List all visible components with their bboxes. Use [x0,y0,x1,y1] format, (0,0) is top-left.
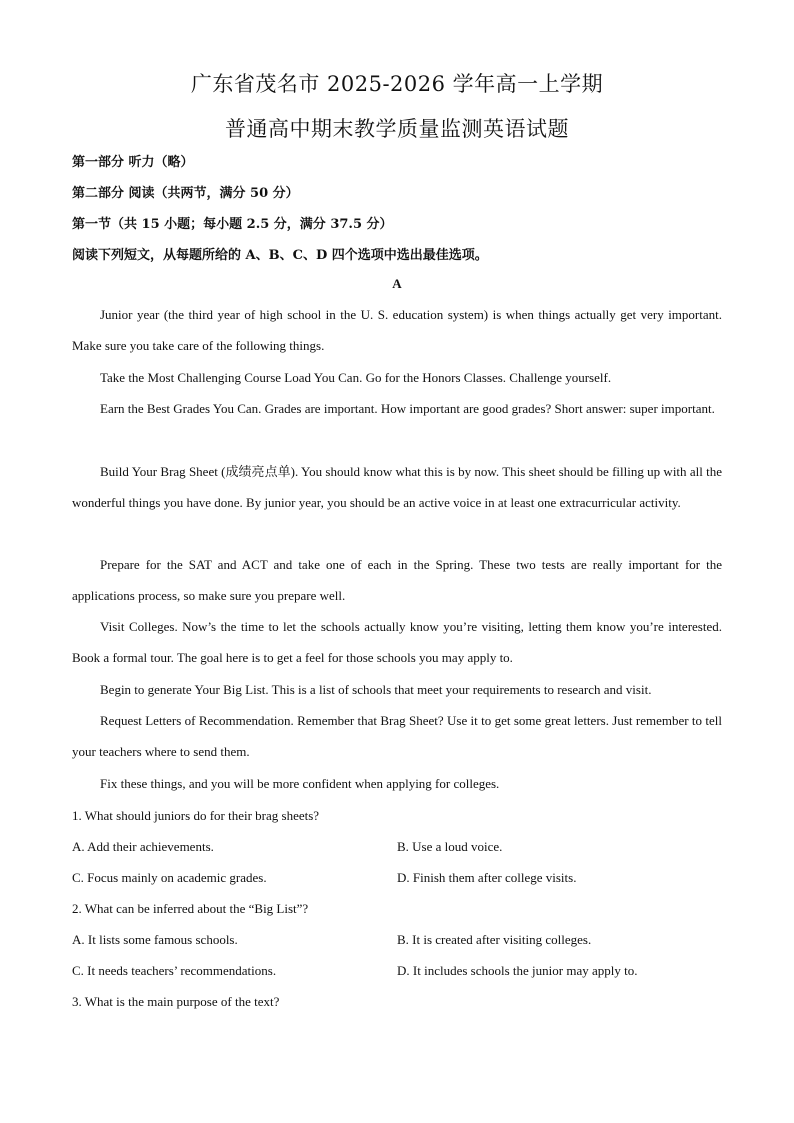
question-2-option-a[interactable]: A. It lists some famous schools. [72,932,238,947]
question-3-stem: 3. What is the main purpose of the text? [72,994,280,1009]
question-1-option-d[interactable]: D. Finish them after college visits. [397,870,577,885]
question-2-option-d[interactable]: D. It includes schools the junior may apply to. [397,963,638,978]
exam-title-line-2: 普通高中期末教学质量监测英语试题 [225,117,569,141]
passage-paragraph: Take the Most Challenging Course Load You Can. Go for the Honors Classes. Challenge yourself. [100,370,612,385]
question-1-stem: 1. What should juniors do for their brag sheets? [72,808,320,823]
question-2-stem: 2. What can be inferred about the “Big List”? [72,901,309,916]
passage-paragraph: Request Letters of Recommendation. Remember that Brag Sheet? Use it to get some great letters. Just remember to tell your teachers where to send them. [72,713,722,760]
section-one-heading: 第一节（共 15 小题；每小题 2.5 分，满分 37.5 分） [72,217,393,232]
question-1-option-b[interactable]: B. Use a loud voice. [397,839,503,854]
passage-label: A [392,276,402,291]
passage-paragraph: Begin to generate Your Big List. This is a list of schools that meet your requirements to research and visit. [100,682,652,697]
passage-paragraph: Junior year (the third year of high school in the U. S. education system) is when things actually get very important. Make sure you take care of the following things. [72,307,722,354]
passage-paragraph: Prepare for the SAT and ACT and take one of each in the Spring. These two tests are really important for the applications process, so make sure you prepare well. [72,557,722,604]
part-one-heading: 第一部分 听力（略） [72,155,194,170]
part-two-heading: 第二部分 阅读（共两节，满分 50 分） [72,186,299,201]
passage-paragraph: Fix these things, and you will be more confident when applying for colleges. [100,776,500,791]
question-2-option-c[interactable]: C. It needs teachers’ recommendations. [72,963,277,978]
question-1-option-c[interactable]: C. Focus mainly on academic grades. [72,870,267,885]
instructions: 阅读下列短文，从每题所给的 A、B、C、D 四个选项中选出最佳选项。 [72,248,488,263]
exam-title-line-1: 广东省茂名市 2025-2026 学年高一上学期 [190,72,604,96]
passage-paragraph: Earn the Best Grades You Can. Grades are important. How important are good grades? Short answer: super important. [100,401,715,416]
question-2-option-b[interactable]: B. It is created after visiting colleges. [397,932,592,947]
question-1-option-a[interactable]: A. Add their achievements. [72,839,214,854]
passage-paragraph: Build Your Brag Sheet (成绩亮点单). You should know what this is by now. This sheet should be filling up with all the wonderful things you have done. By junior year, you should be an active voice in at least one extracurricular activity. [72,464,722,511]
passage-paragraph: Visit Colleges. Now’s the time to let the schools actually know you’re visiting, letting them know you’re interested. Book a formal tour. The goal here is to get a feel for those schools you may apply to. [72,619,722,666]
